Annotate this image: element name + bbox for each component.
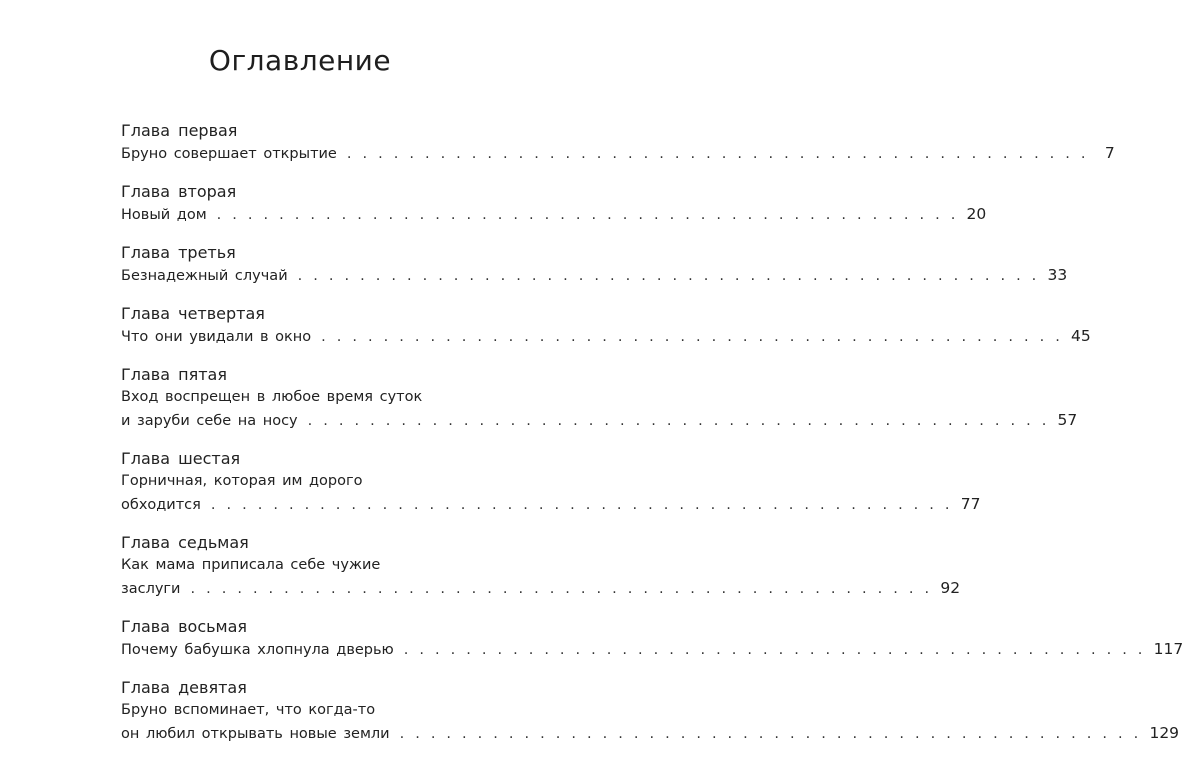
chapter-heading: Глава шестая <box>121 449 241 468</box>
page-number: 77 <box>960 495 981 513</box>
page-number: 20 <box>966 205 987 223</box>
dot-leader: . . . . . . . . . . . . . . . . . . . . . . . . . . . . . . . . . . . . . . . . . . . . . . . . <box>297 268 1040 284</box>
chapter-title: он любил открывать новые земли <box>121 726 390 742</box>
page-number: 117 <box>1153 640 1183 658</box>
chapter-title: Бруно совершает открытие <box>121 146 337 162</box>
dot-leader: . . . . . . . . . . . . . . . . . . . . . . . . . . . . . . . . . . . . . . . . . . . . . . . . <box>210 497 953 513</box>
toc-entry[interactable] <box>121 364 1078 432</box>
toc-entry[interactable] <box>121 448 981 516</box>
toc-entry[interactable] <box>121 120 1115 165</box>
toc-entry[interactable] <box>121 616 1183 661</box>
chapter-heading: Глава первая <box>121 121 238 140</box>
dot-leader: . . . . . . . . . . . . . . . . . . . . . . . . . . . . . . . . . . . . . . . . . . . . . . . . <box>307 413 1050 429</box>
page-number: 45 <box>1071 327 1091 345</box>
toc-line <box>121 577 961 600</box>
toc-entry[interactable] <box>121 242 1068 287</box>
chapter-title: Почему бабушка хлопнула дверью <box>121 642 394 658</box>
dot-leader: . . . . . . . . . . . . . . . . . . . . . . . . . . . . . . . . . . . . . . . . . . . . . . . . <box>190 581 933 597</box>
toc-line <box>121 264 1068 287</box>
chapter-title-line: Как мама приписала себе чужие <box>121 557 381 573</box>
chapter-title: обходится <box>121 497 201 513</box>
chapter-title-line: Бруно вспоминает, что когда-то <box>121 702 376 718</box>
toc-line <box>121 638 1183 661</box>
chapter-title-line: Вход воспрещен в любое время суток <box>121 389 423 405</box>
chapter-heading: Глава седьмая <box>121 533 249 552</box>
chapter-heading: Глава девятая <box>121 678 247 697</box>
toc-entry[interactable] <box>121 677 1180 745</box>
chapter-title: и заруби себе на носу <box>121 413 298 429</box>
toc-line <box>121 203 987 226</box>
page-number: 33 <box>1047 266 1068 284</box>
chapter-heading: Глава третья <box>121 243 236 262</box>
toc-line <box>121 409 1078 432</box>
page-number: 129 <box>1149 724 1180 742</box>
dot-leader: . . . . . . . . . . . . . . . . . . . . . . . . . . . . . . . . . . . . . . . . . . . . . . . . <box>399 726 1142 742</box>
chapter-title: Новый дом <box>121 207 207 223</box>
table-of-contents <box>121 120 1183 761</box>
page-title: Оглавление <box>208 44 392 77</box>
dot-leader: . . . . . . . . . . . . . . . . . . . . . . . . . . . . . . . . . . . . . . . . . . . . . . . . <box>403 642 1146 658</box>
chapter-heading: Глава четвертая <box>121 304 265 323</box>
dot-leader: . . . . . . . . . . . . . . . . . . . . . . . . . . . . . . . . . . . . . . . . . . . . . . . . <box>346 146 1089 162</box>
toc-entry[interactable] <box>121 303 1091 348</box>
toc-line <box>121 142 1115 165</box>
toc-entry[interactable] <box>121 532 961 600</box>
toc-line <box>121 325 1091 348</box>
chapter-title: заслуги <box>121 581 181 597</box>
toc-entry[interactable] <box>121 181 987 226</box>
chapter-title: Что они увидали в окно <box>121 329 312 345</box>
dot-leader: . . . . . . . . . . . . . . . . . . . . . . . . . . . . . . . . . . . . . . . . . . . . . . . . <box>216 207 959 223</box>
chapter-title: Безнадежный случай <box>121 268 288 284</box>
page-number: 92 <box>940 579 961 597</box>
chapter-heading: Глава вторая <box>121 182 237 201</box>
chapter-heading: Глава пятая <box>121 365 227 384</box>
page-number: 57 <box>1057 411 1078 429</box>
page-number: 7 <box>1104 144 1115 162</box>
chapter-heading: Глава восьмая <box>121 617 248 636</box>
chapter-title-line: Горничная, которая им дорого <box>121 473 363 489</box>
dot-leader: . . . . . . . . . . . . . . . . . . . . . . . . . . . . . . . . . . . . . . . . . . . . . . . . <box>321 329 1064 345</box>
toc-line <box>121 722 1180 745</box>
toc-line <box>121 493 981 516</box>
